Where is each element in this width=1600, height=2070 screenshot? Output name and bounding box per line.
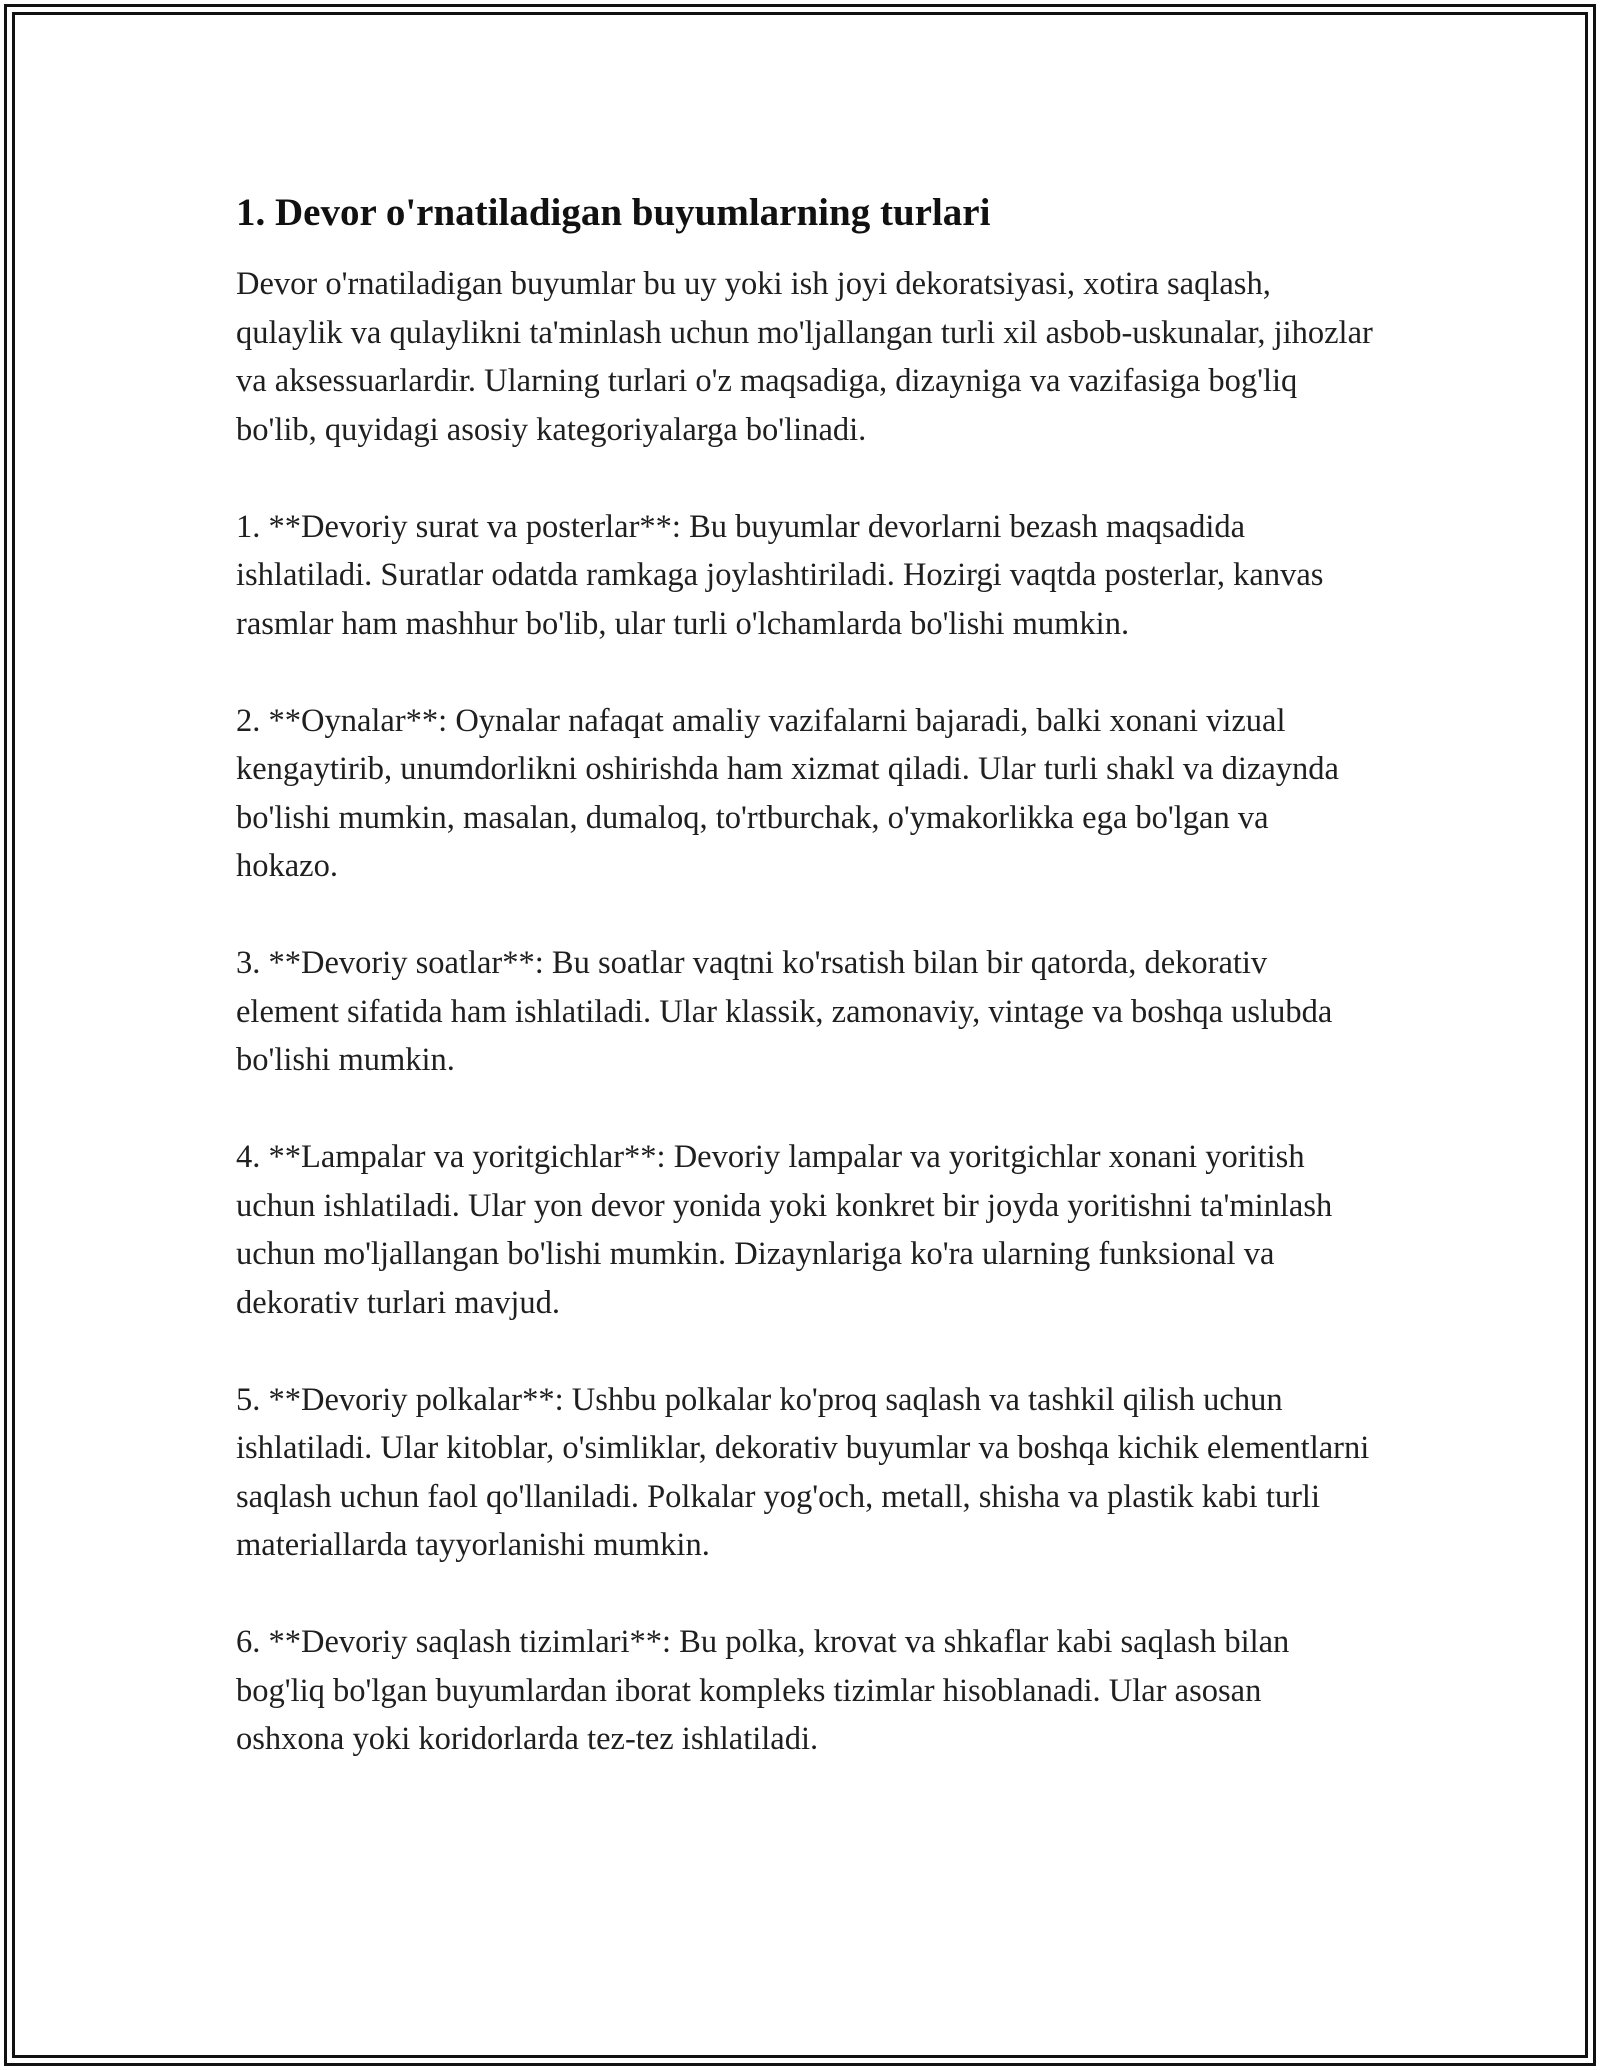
list-item-wall-clocks: 3. **Devoriy soatlar**: Bu soatlar vaqtni ko'rsatish bilan bir qatorda, dekorativ element sifatida ham ishlatiladi. Ular klassik, zamonaviy, vintage va boshqa uslubda bo'lishi mumkin. [236, 945, 1333, 1078]
list-item-mirrors: 2. **Oynalar**: Oynalar nafaqat amaliy vazifalarni bajaradi, balki xonani vizual kengaytirib, unumdorlikni oshirishda ham xizmat qiladi. Ular turli shakl va dizaynda bo'lishi mumkin, masalan, dumaloq, to'rtburchak, o'ymakorlikka ega bo'lgan va hokazo. [236, 702, 1339, 884]
list-item-wall-shelves: 5. **Devoriy polkalar**: Ushbu polkalar ko'proq saqlash va tashkil qilish uchun ishlatiladi. Ular kitoblar, o'simliklar, dekorativ buyumlar va boshqa kichik elementlarni saqlash uchun faol qo'llaniladi. Polkalar yog'och, metall, shisha va plastik kabi turli materiallarda tayyorlanishi mumkin. [236, 1381, 1370, 1563]
list-item-lamps: 4. **Lampalar va yoritgichlar**: Devoriy lampalar va yoritgichlar xonani yoritish uchun ishlatiladi. Ular yon devor yonida yoki konkret bir joyda yoritishni ta'minlash uchun mo'ljallangan bo'lishi mumkin. Dizaynlariga ko'ra ularning funksional va dekorativ turlari mavjud. [236, 1139, 1333, 1321]
list-item-wall-pictures: 1. **Devoriy surat va posterlar**: Bu buyumlar devorlarni bezash maqsadida ishlatiladi. Suratlar odatda ramkaga joylashtiriladi. Hozirgi vaqtda posterlar, kanvas rasmlar ham mashhur bo'lib, ular turli o'lchamlarda bo'lishi mumkin. [236, 508, 1324, 642]
document-body [236, 188, 1376, 1764]
document-title: 1. Devor o'rnatiladigan buyumlarning turlari [236, 191, 991, 234]
list-item-storage-systems: 6. **Devoriy saqlash tizimlari**: Bu polka, krovat va shkaflar kabi saqlash bilan bog'liq bo'lgan buyumlardan iborat kompleks tizimlar hisoblanadi. Ular asosan oshxona yoki koridorlarda tez-tez ishlatiladi. [236, 1624, 1290, 1757]
intro-paragraph: Devor o'rnatiladigan buyumlar bu uy yoki ish joyi dekoratsiyasi, xotira saqlash, qulaylik va qulaylikni ta'minlash uchun mo'ljallangan turli xil asbob-uskunalar, jihozlar va aksessuarlardir. Ularning turlari o'z maqsadiga, dizayniga va vazifasiga bog'liq bo'lib, quyidagi asosiy kategoriyalarga bo'linadi. [236, 266, 1373, 448]
